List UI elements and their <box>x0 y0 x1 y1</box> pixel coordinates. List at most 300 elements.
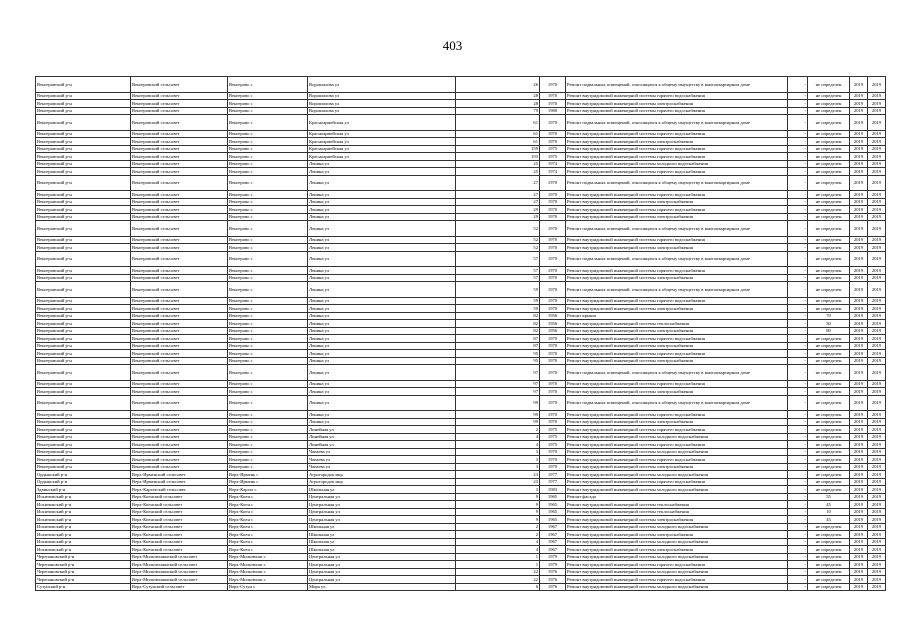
cell-build-year: 1970 <box>540 365 566 381</box>
cell-house-number: 159 <box>456 145 540 153</box>
cell-locality: Верх-Сузун с <box>228 583 308 591</box>
cell-volume: 30 <box>808 320 850 328</box>
cell-work-type: Ремонт внутридомовой инженерной системы холодного водоснабжения <box>566 160 788 168</box>
cell-district: Венгеровский р-н <box>36 274 131 282</box>
cell-work-type: Ремонт внутридомовой инженерной системы электроснабжения <box>566 138 788 146</box>
cell-settlement: Венгеровский сельсовет <box>131 342 228 350</box>
cell-build-year: 1965 <box>540 508 566 516</box>
cell-work-type: Ремонт внутридомовой инженерной системы электроснабжения <box>566 198 788 206</box>
cell-work-type: Ремонт внутридомовой инженерной системы горячего водоснабжения <box>566 335 788 343</box>
cell-settlement: Венгеровский сельсовет <box>131 388 228 396</box>
cell-plan-year-end: 2019 <box>868 305 886 313</box>
cell-locality: Венгерово с <box>228 433 308 441</box>
table-row <box>36 175 886 191</box>
cell-plan-year-start: 2019 <box>850 350 868 358</box>
cell-locality: Венгерово с <box>228 456 308 464</box>
cell-locality: Венгерово с <box>228 426 308 434</box>
cell-plan-year-start: 2019 <box>850 77 868 93</box>
cell-settlement: Верх-Коенский сельсовет <box>131 501 228 509</box>
cell-work-type: Ремонт внутридомовой инженерной системы теплоснабжения <box>566 320 788 328</box>
table-row <box>36 350 886 358</box>
cell-settlement: Венгеровский сельсовет <box>131 365 228 381</box>
table-row <box>36 244 886 252</box>
cell-plan-year-end: 2019 <box>868 175 886 191</box>
cell-cost: - <box>788 501 808 509</box>
cell-build-year: 1970 <box>540 274 566 282</box>
cell-house-number: 6 <box>456 583 540 591</box>
cell-plan-year-start: 2019 <box>850 538 868 546</box>
cell-plan-year-start: 2019 <box>850 153 868 161</box>
cell-plan-year-end: 2019 <box>868 411 886 419</box>
cell-build-year: 1965 <box>540 493 566 501</box>
cell-plan-year-end: 2019 <box>868 100 886 108</box>
cell-locality: Венгерово с <box>228 138 308 146</box>
cell-cost: - <box>788 576 808 584</box>
cell-work-type: Ремонт внутридомовой инженерной системы горячего водоснабжения <box>566 153 788 161</box>
cell-street: Ворошилова ул <box>308 100 456 108</box>
cell-house-number: 82 <box>456 327 540 335</box>
cell-plan-year-end: 2019 <box>868 433 886 441</box>
cell-locality: Венгерово с <box>228 267 308 275</box>
cell-street: Линейная ул <box>308 426 456 434</box>
cell-volume: не определен <box>808 191 850 199</box>
table-row <box>36 342 886 350</box>
cell-volume: не определен <box>808 168 850 176</box>
cell-cost: - <box>788 92 808 100</box>
cell-street: Ленина ул <box>308 335 456 343</box>
cell-house-number: 9 <box>456 516 540 524</box>
cell-settlement: Верх-Ирменский сельсовет <box>131 471 228 479</box>
cell-house-number: 28 <box>456 92 540 100</box>
cell-street: Центральная ул <box>308 553 456 561</box>
cell-plan-year-start: 2019 <box>850 418 868 426</box>
cell-work-type: Ремонт внутридомовой инженерной системы горячего водоснабжения <box>566 478 788 486</box>
cell-plan-year-end: 2019 <box>868 297 886 305</box>
cell-build-year: 1970 <box>540 357 566 365</box>
cell-plan-year-end: 2019 <box>868 138 886 146</box>
cell-locality: Венгерово с <box>228 418 308 426</box>
cell-volume: не определен <box>808 583 850 591</box>
cell-street: Ленина ул <box>308 320 456 328</box>
cell-street: Ленина ул <box>308 160 456 168</box>
table-row <box>36 568 886 576</box>
cell-volume: не определен <box>808 92 850 100</box>
cell-plan-year-end: 2019 <box>868 478 886 486</box>
cell-plan-year-start: 2019 <box>850 561 868 569</box>
cell-build-year: 1970 <box>540 138 566 146</box>
cell-build-year: 1970 <box>540 456 566 464</box>
cell-locality: Венгерово с <box>228 244 308 252</box>
cell-street: Ленина ул <box>308 395 456 411</box>
cell-work-type: Ремонт внутридомовой инженерной системы холодного водоснабжения <box>566 448 788 456</box>
cell-street: Школьная ул <box>308 546 456 554</box>
table-row <box>36 267 886 275</box>
cell-street: Ленина ул <box>308 206 456 214</box>
cell-work-type: Ремонт внутридомовой инженерной системы электроснабжения <box>566 546 788 554</box>
table-row <box>36 320 886 328</box>
cell-district: Венгеровский р-н <box>36 244 131 252</box>
cell-house-number: 29 <box>456 213 540 221</box>
cell-house-number: 99 <box>456 418 540 426</box>
cell-locality: Венгерово с <box>228 365 308 381</box>
cell-plan-year-end: 2019 <box>868 274 886 282</box>
cell-cost: - <box>788 221 808 237</box>
cell-settlement: Верх-Коенский сельсовет <box>131 546 228 554</box>
cell-locality: Венгерово с <box>228 100 308 108</box>
cell-street: Ленина ул <box>308 282 456 298</box>
cell-plan-year-end: 2019 <box>868 568 886 576</box>
cell-settlement: Венгеровский сельсовет <box>131 320 228 328</box>
cell-district: Искитимский р-н <box>36 546 131 554</box>
cell-volume: не определен <box>808 130 850 138</box>
cell-work-type: Ремонт внутридомовой инженерной системы электроснабжения <box>566 327 788 335</box>
cell-locality: Венгерово с <box>228 153 308 161</box>
cell-locality: Верх-Ирмень с <box>228 478 308 486</box>
cell-settlement: Венгеровский сельсовет <box>131 395 228 411</box>
cell-settlement: Венгеровский сельсовет <box>131 107 228 115</box>
cell-settlement: Венгеровский сельсовет <box>131 312 228 320</box>
cell-locality: Венгерово с <box>228 312 308 320</box>
cell-settlement: Венгеровский сельсовет <box>131 335 228 343</box>
table-row <box>36 92 886 100</box>
cell-cost: - <box>788 115 808 131</box>
cell-plan-year-end: 2019 <box>868 493 886 501</box>
cell-street: Центральная ул <box>308 576 456 584</box>
cell-work-type: Ремонт внутридомовой инженерной системы горячего водоснабжения <box>566 92 788 100</box>
cell-work-type: Ремонт внутридомовой инженерной системы горячего водоснабжения <box>566 380 788 388</box>
cell-district: Венгеровский р-н <box>36 213 131 221</box>
cell-plan-year-end: 2019 <box>868 115 886 131</box>
cell-locality: Венгерово с <box>228 357 308 365</box>
cell-house-number: 2 <box>456 531 540 539</box>
cell-work-type: Ремонт крыши <box>566 312 788 320</box>
cell-district: Венгеровский р-н <box>36 433 131 441</box>
cell-plan-year-start: 2019 <box>850 236 868 244</box>
cell-settlement: Венгеровский сельсовет <box>131 282 228 298</box>
cell-district: Венгеровский р-н <box>36 448 131 456</box>
cell-build-year: 1956 <box>540 327 566 335</box>
cell-cost: - <box>788 411 808 419</box>
cell-street: Ленина ул <box>308 342 456 350</box>
cell-district: Венгеровский р-н <box>36 251 131 267</box>
cell-settlement: Верх-Сузунский сельсовет <box>131 583 228 591</box>
cell-volume: не определен <box>808 456 850 464</box>
cell-cost: - <box>788 553 808 561</box>
cell-work-type: Ремонт внутридомовой инженерной системы электроснабжения <box>566 463 788 471</box>
cell-locality: Венгерово с <box>228 191 308 199</box>
cell-street: Ленина ул <box>308 221 456 237</box>
table-row <box>36 107 886 115</box>
cell-cost: - <box>788 448 808 456</box>
cell-district: Венгеровский р-н <box>36 191 131 199</box>
cell-settlement: Венгеровский сельсовет <box>131 426 228 434</box>
cell-cost: - <box>788 538 808 546</box>
cell-work-type: Ремонт внутридомовой инженерной системы электроснабжения <box>566 357 788 365</box>
cell-district: Венгеровский р-н <box>36 236 131 244</box>
cell-district: Венгеровский р-н <box>36 388 131 396</box>
cell-locality: Венгерово с <box>228 395 308 411</box>
cell-district: Венгеровский р-н <box>36 138 131 146</box>
cell-plan-year-end: 2019 <box>868 448 886 456</box>
cell-house-number: 57 <box>456 267 540 275</box>
cell-build-year: 1970 <box>540 282 566 298</box>
cell-street: Школьная ул <box>308 531 456 539</box>
cell-build-year: 1970 <box>540 198 566 206</box>
cell-volume: 45 <box>808 516 850 524</box>
table-row <box>36 583 886 591</box>
cell-work-type: Ремонт внутридомовой инженерной системы холодного водоснабжения <box>566 583 788 591</box>
cell-cost: - <box>788 418 808 426</box>
cell-settlement: Венгеровский сельсовет <box>131 244 228 252</box>
cell-settlement: Венгеровский сельсовет <box>131 297 228 305</box>
cell-cost: - <box>788 138 808 146</box>
cell-build-year: 1956 <box>540 312 566 320</box>
cell-house-number: 59 <box>456 282 540 298</box>
cell-house-number: 25 <box>456 168 540 176</box>
cell-plan-year-end: 2019 <box>868 327 886 335</box>
cell-cost: - <box>788 168 808 176</box>
table-row <box>36 213 886 221</box>
cell-settlement: Венгеровский сельсовет <box>131 160 228 168</box>
cell-volume: не определен <box>808 282 850 298</box>
table-row <box>36 198 886 206</box>
table-row <box>36 456 886 464</box>
cell-volume: не определен <box>808 576 850 584</box>
cell-plan-year-end: 2019 <box>868 357 886 365</box>
cell-build-year: 1970 <box>540 418 566 426</box>
cell-street: Чапаева ул <box>308 448 456 456</box>
cell-build-year: 1970 <box>540 297 566 305</box>
cell-district: Венгеровский р-н <box>36 365 131 381</box>
cell-district: Венгеровский р-н <box>36 342 131 350</box>
cell-house-number: 61 <box>456 130 540 138</box>
table-row <box>36 576 886 584</box>
cell-build-year: 1970 <box>540 267 566 275</box>
cell-plan-year-end: 2019 <box>868 516 886 524</box>
cell-street: Центральная ул <box>308 508 456 516</box>
cell-settlement: Венгеровский сельсовет <box>131 305 228 313</box>
cell-plan-year-start: 2019 <box>850 320 868 328</box>
cell-volume: не определен <box>808 426 850 434</box>
cell-volume: не определен <box>808 251 850 267</box>
cell-plan-year-start: 2019 <box>850 327 868 335</box>
cell-street: Ленина ул <box>308 198 456 206</box>
cell-district: Венгеровский р-н <box>36 335 131 343</box>
cell-plan-year-start: 2019 <box>850 282 868 298</box>
cell-house-number: 3 <box>456 486 540 494</box>
cell-locality: Венгерово с <box>228 130 308 138</box>
cell-locality: Венгерово с <box>228 342 308 350</box>
cell-district: Венгеровский р-н <box>36 305 131 313</box>
cell-volume: не определен <box>808 206 850 214</box>
cell-work-type: Ремонт подвальных помещений, относящихся к общему имуществу в многоквартирном доме <box>566 175 788 191</box>
table-row <box>36 335 886 343</box>
cell-work-type: Ремонт внутридомовой инженерной системы холодного водоснабжения <box>566 471 788 479</box>
cell-volume: не определен <box>808 471 850 479</box>
cell-work-type: Ремонт внутридомовой инженерной системы горячего водоснабжения <box>566 561 788 569</box>
cell-house-number: 61 <box>456 115 540 131</box>
cell-cost: - <box>788 561 808 569</box>
cell-plan-year-start: 2019 <box>850 357 868 365</box>
cell-plan-year-end: 2019 <box>868 418 886 426</box>
cell-build-year: 1975 <box>540 153 566 161</box>
cell-house-number: 52 <box>456 221 540 237</box>
table-row <box>36 282 886 298</box>
cell-plan-year-end: 2019 <box>868 546 886 554</box>
table-row <box>36 130 886 138</box>
cell-settlement: Верх-Ирменский сельсовет <box>131 478 228 486</box>
cell-locality: Венгерово с <box>228 274 308 282</box>
capital-repair-table <box>35 76 886 591</box>
cell-plan-year-start: 2019 <box>850 471 868 479</box>
cell-volume: не определен <box>808 160 850 168</box>
cell-cost: - <box>788 175 808 191</box>
cell-district: Венгеровский р-н <box>36 327 131 335</box>
cell-cost: - <box>788 327 808 335</box>
cell-district: Венгеровский р-н <box>36 153 131 161</box>
cell-work-type: Ремонт внутридомовой инженерной системы горячего водоснабжения <box>566 426 788 434</box>
cell-volume: не определен <box>808 357 850 365</box>
cell-settlement: Венгеровский сельсовет <box>131 433 228 441</box>
cell-locality: Венгерово с <box>228 320 308 328</box>
cell-cost: - <box>788 456 808 464</box>
cell-locality: Верх-Коен с <box>228 538 308 546</box>
cell-volume: 45 <box>808 501 850 509</box>
cell-plan-year-end: 2019 <box>868 221 886 237</box>
cell-work-type: Ремонт внутридомовой инженерной системы электроснабжения <box>566 244 788 252</box>
cell-build-year: 1980 <box>540 107 566 115</box>
cell-district: Венгеровский р-н <box>36 145 131 153</box>
cell-settlement: Венгеровский сельсовет <box>131 448 228 456</box>
cell-build-year: 1975 <box>540 441 566 449</box>
cell-settlement: Венгеровский сельсовет <box>131 191 228 199</box>
cell-plan-year-start: 2019 <box>850 546 868 554</box>
cell-cost: - <box>788 244 808 252</box>
cell-settlement: Верх-Коенский сельсовет <box>131 538 228 546</box>
cell-plan-year-start: 2019 <box>850 100 868 108</box>
cell-work-type: Ремонт внутридомовой инженерной системы теплоснабжения <box>566 501 788 509</box>
cell-settlement: Верх-Мильтюшинский сельсовет <box>131 568 228 576</box>
cell-settlement: Венгеровский сельсовет <box>131 411 228 419</box>
cell-settlement: Венгеровский сельсовет <box>131 206 228 214</box>
cell-plan-year-start: 2019 <box>850 115 868 131</box>
cell-plan-year-start: 2019 <box>850 206 868 214</box>
cell-volume: не определен <box>808 145 850 153</box>
cell-plan-year-end: 2019 <box>868 236 886 244</box>
cell-house-number: 22 <box>456 568 540 576</box>
cell-work-type: Ремонт внутридомовой инженерной системы холодного водоснабжения <box>566 486 788 494</box>
cell-settlement: Верх-Коенский сельсовет <box>131 523 228 531</box>
cell-cost: - <box>788 433 808 441</box>
cell-plan-year-start: 2019 <box>850 221 868 237</box>
cell-locality: Венгерово с <box>228 327 308 335</box>
cell-house-number: 2 <box>456 426 540 434</box>
table-row <box>36 357 886 365</box>
table-row <box>36 426 886 434</box>
cell-plan-year-start: 2019 <box>850 576 868 584</box>
cell-volume: 80 <box>808 327 850 335</box>
cell-street: Ленина ул <box>308 297 456 305</box>
cell-plan-year-end: 2019 <box>868 160 886 168</box>
cell-volume: не определен <box>808 448 850 456</box>
cell-build-year: 1970 <box>540 191 566 199</box>
cell-build-year: 1967 <box>540 523 566 531</box>
cell-settlement: Венгеровский сельсовет <box>131 350 228 358</box>
cell-house-number: 59 <box>456 297 540 305</box>
cell-plan-year-start: 2019 <box>850 305 868 313</box>
cell-locality: Венгерово с <box>228 411 308 419</box>
cell-volume: не определен <box>808 441 850 449</box>
cell-cost: - <box>788 191 808 199</box>
cell-volume: не определен <box>808 561 850 569</box>
cell-district: Венгеровский р-н <box>36 206 131 214</box>
cell-district: Искитимский р-н <box>36 516 131 524</box>
cell-plan-year-end: 2019 <box>868 523 886 531</box>
cell-locality: Верх-Ирмень с <box>228 471 308 479</box>
cell-cost: - <box>788 251 808 267</box>
cell-plan-year-start: 2019 <box>850 267 868 275</box>
cell-plan-year-end: 2019 <box>868 130 886 138</box>
cell-work-type: Ремонт подвальных помещений, относящихся к общему имуществу в многоквартирном доме <box>566 395 788 411</box>
cell-plan-year-start: 2019 <box>850 138 868 146</box>
cell-locality: Венгерово с <box>228 297 308 305</box>
cell-house-number: 3 <box>456 456 540 464</box>
table-row <box>36 138 886 146</box>
cell-volume: не определен <box>808 388 850 396</box>
table-row <box>36 546 886 554</box>
cell-settlement: Венгеровский сельсовет <box>131 221 228 237</box>
cell-locality: Венгерово с <box>228 221 308 237</box>
cell-plan-year-start: 2019 <box>850 380 868 388</box>
cell-build-year: 1976 <box>540 568 566 576</box>
cell-settlement: Венгеровский сельсовет <box>131 138 228 146</box>
cell-district: Венгеровский р-н <box>36 160 131 168</box>
table-row <box>36 441 886 449</box>
cell-district: Черепановский р-н <box>36 568 131 576</box>
cell-plan-year-start: 2019 <box>850 274 868 282</box>
cell-build-year: 1970 <box>540 342 566 350</box>
cell-work-type: Ремонт внутридомовой инженерной системы горячего водоснабжения <box>566 441 788 449</box>
cell-street: Центральная ул <box>308 516 456 524</box>
cell-house-number: 57 <box>456 251 540 267</box>
cell-plan-year-start: 2019 <box>850 213 868 221</box>
cell-build-year: 1970 <box>540 380 566 388</box>
cell-cost: - <box>788 100 808 108</box>
cell-district: Венгеровский р-н <box>36 312 131 320</box>
cell-cost: - <box>788 107 808 115</box>
cell-plan-year-end: 2019 <box>868 267 886 275</box>
cell-build-year: 1956 <box>540 320 566 328</box>
cell-settlement: Верх-Коенский сельсовет <box>131 531 228 539</box>
cell-district: Венгеровский р-н <box>36 380 131 388</box>
cell-volume: 10 <box>808 508 850 516</box>
cell-plan-year-start: 2019 <box>850 191 868 199</box>
table-row <box>36 411 886 419</box>
cell-house-number: 3 <box>456 463 540 471</box>
cell-house-number: 27 <box>456 175 540 191</box>
cell-locality: Венгерово с <box>228 77 308 93</box>
cell-volume: не определен <box>808 350 850 358</box>
cell-locality: Верх-Коен с <box>228 516 308 524</box>
cell-locality: Верх-Коен с <box>228 523 308 531</box>
cell-house-number: 82 <box>456 320 540 328</box>
cell-work-type: Ремонт внутридомовой инженерной системы горячего водоснабжения <box>566 236 788 244</box>
cell-house-number: 95 <box>456 350 540 358</box>
cell-locality: Верх-Коен с <box>228 546 308 554</box>
table-row <box>36 531 886 539</box>
cell-street: Ленина ул <box>308 365 456 381</box>
cell-plan-year-start: 2019 <box>850 145 868 153</box>
